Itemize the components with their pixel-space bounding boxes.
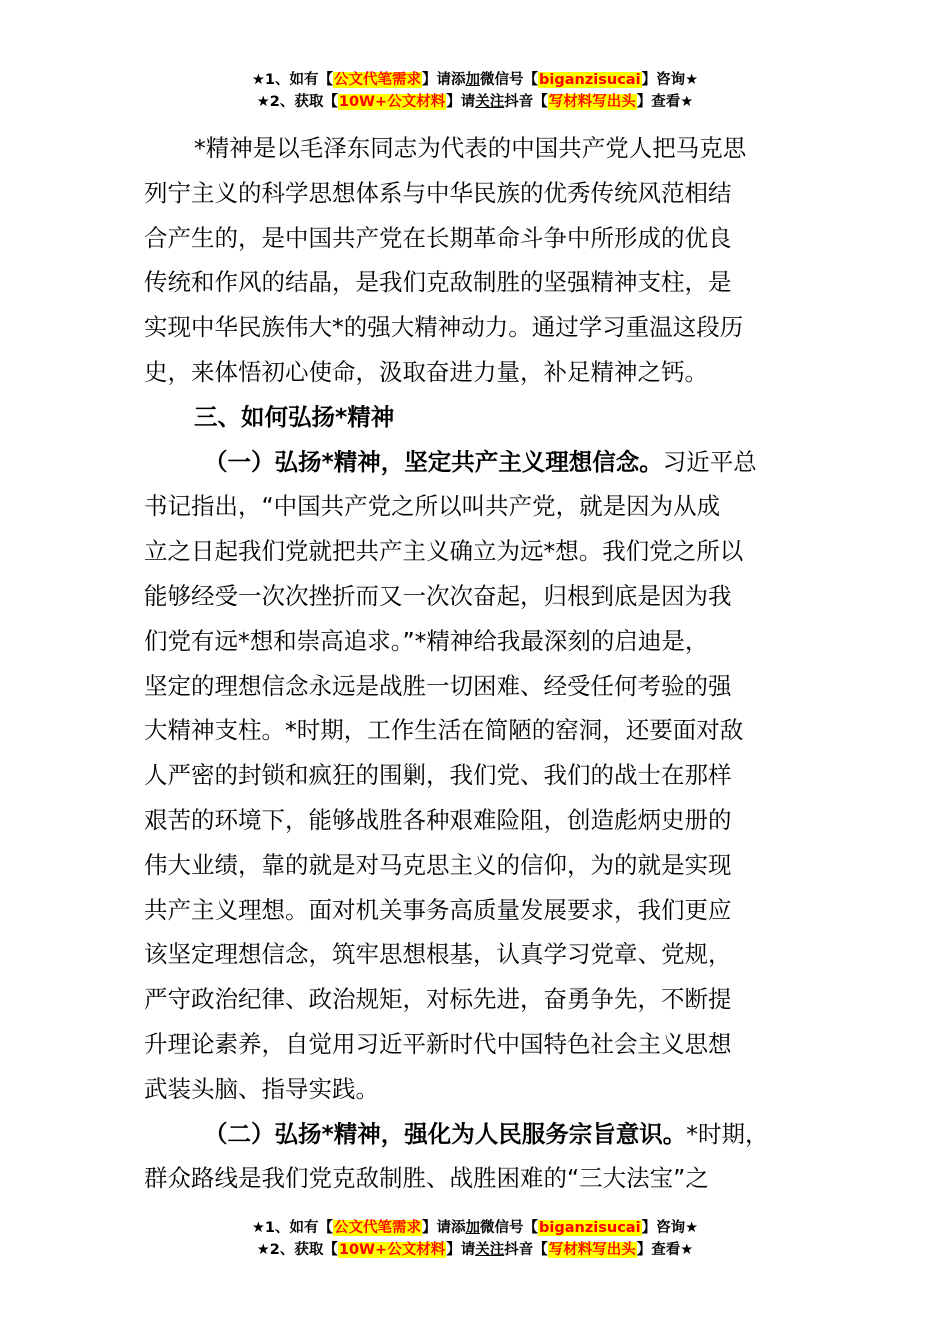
paragraph-line: 共产主义理想。面对机关事务高质量发展要求，我们更应 xyxy=(144,895,732,924)
promo-highlight: 10W+公文材料 xyxy=(338,94,446,110)
promo-underlined-text: 加 xyxy=(465,72,481,88)
promo-text: 微信号【 xyxy=(480,1220,539,1236)
paragraph-line: 严守政治纪律、政治规矩，对标先进，奋勇争先，不断提 xyxy=(144,985,732,1014)
paragraph-line: 立之日起我们党就把共产主义确立为远*想。我们党之所以 xyxy=(144,537,744,566)
paragraph-text: 习近平总 xyxy=(662,447,757,476)
promo-highlight: biganzisucai xyxy=(539,72,641,88)
paragraph-line xyxy=(144,440,804,485)
promo-line-2 xyxy=(0,1239,950,1261)
promo-text: 】查看★ xyxy=(636,1242,694,1258)
promo-highlight: 公文代笔需求 xyxy=(334,1220,422,1236)
paragraph-line: 升理论素养，自觉用习近平新时代中国特色社会主义思想 xyxy=(144,1029,732,1058)
paragraph-line: 传统和作风的结晶，是我们克敌制胜的坚强精神支柱，是 xyxy=(144,268,732,297)
promo-line-1 xyxy=(0,1217,950,1239)
subsection-heading: （一）弘扬*精神，坚定共产主义理想信念。 xyxy=(204,447,663,476)
promo-text: ★1、如有【 xyxy=(251,1220,334,1236)
paragraph-line: 史，来体悟初心使命，汲取奋进力量，补足精神之钙。 xyxy=(144,357,708,386)
promo-text: 微信号【 xyxy=(480,72,539,88)
paragraph-line: 群众路线是我们党克敌制胜、战胜困难的“三大法宝”之 xyxy=(144,1164,709,1193)
promo-text: 】咨询★ xyxy=(641,1220,699,1236)
promo-highlight: 写材料写出头 xyxy=(548,94,636,110)
promo-line-1 xyxy=(0,69,950,91)
promo-highlight: 10W+公文材料 xyxy=(338,1242,446,1258)
paragraph-line: 们党有远*想和崇高追求。”*精神给我最深刻的启迪是， xyxy=(144,626,709,655)
promo-text: 】查看★ xyxy=(636,94,694,110)
section-heading: 三、如何弘扬*精神 xyxy=(194,402,395,431)
paragraph-line: 坚定的理想信念永远是战胜一切困难、经受任何考验的强 xyxy=(144,671,732,700)
paragraph-line xyxy=(144,1112,804,1157)
paragraph-line: 大精神支柱。*时期，工作生活在简陋的窑洞，还要面对敌 xyxy=(144,716,744,745)
promo-text: ★2、获取【 xyxy=(256,94,338,110)
header-promo-banner xyxy=(0,69,950,113)
promo-highlight: biganzisucai xyxy=(539,1220,641,1236)
promo-text: 】咨询★ xyxy=(641,72,699,88)
promo-underlined-text: 关注 xyxy=(475,94,505,110)
paragraph-line: 伟大业绩，靠的就是对马克思主义的信仰，为的就是实现 xyxy=(144,850,732,879)
promo-text: ★1、如有【 xyxy=(251,72,334,88)
paragraph-text: *时期， xyxy=(686,1119,769,1148)
document-body xyxy=(144,126,804,1201)
paragraph-line: *精神是以毛泽东同志为代表的中国共产党人把马克思 xyxy=(194,134,747,162)
paragraph-line: 能够经受一次次挫折而又一次次奋起，归根到底是因为我 xyxy=(144,581,732,610)
promo-text: 】请 xyxy=(446,94,476,110)
promo-highlight: 公文代笔需求 xyxy=(334,72,422,88)
footer-promo-banner xyxy=(0,1217,950,1261)
paragraph-line: 武装头脑、指导实践。 xyxy=(144,1074,379,1103)
paragraph-line: 人严密的封锁和疯狂的围剿，我们党、我们的战士在那样 xyxy=(144,761,732,790)
paragraph-line: 书记指出，“中国共产党之所以叫共产党，就是因为从成 xyxy=(144,492,721,521)
subsection-heading: （二）弘扬*精神，强化为人民服务宗旨意识。 xyxy=(204,1119,687,1148)
paragraph-line: 艰苦的环境下，能够战胜各种艰难险阻，创造彪炳史册的 xyxy=(144,805,732,834)
promo-text: 】请添 xyxy=(422,72,466,88)
promo-line-2 xyxy=(0,91,950,113)
paragraph-line: 该坚定理想信念，筑牢思想根基，认真学习党章、党规， xyxy=(144,940,732,969)
promo-text: 抖音【 xyxy=(504,1242,548,1258)
promo-underlined-text: 加 xyxy=(465,1220,481,1236)
paragraph-line: 合产生的，是中国共产党在长期革命斗争中所形成的优良 xyxy=(144,223,732,252)
paragraph-line: 列宁主义的科学思想体系与中华民族的优秀传统风范相结 xyxy=(144,178,732,207)
promo-text: 】请添 xyxy=(422,1220,466,1236)
promo-text: ★2、获取【 xyxy=(256,1242,338,1258)
paragraph-line: 实现中华民族伟大*的强大精神动力。通过学习重温这段历 xyxy=(144,313,744,342)
promo-underlined-text: 关注 xyxy=(475,1242,505,1258)
promo-highlight: 写材料写出头 xyxy=(548,1242,636,1258)
promo-text: 抖音【 xyxy=(504,94,548,110)
promo-text: 】请 xyxy=(446,1242,476,1258)
